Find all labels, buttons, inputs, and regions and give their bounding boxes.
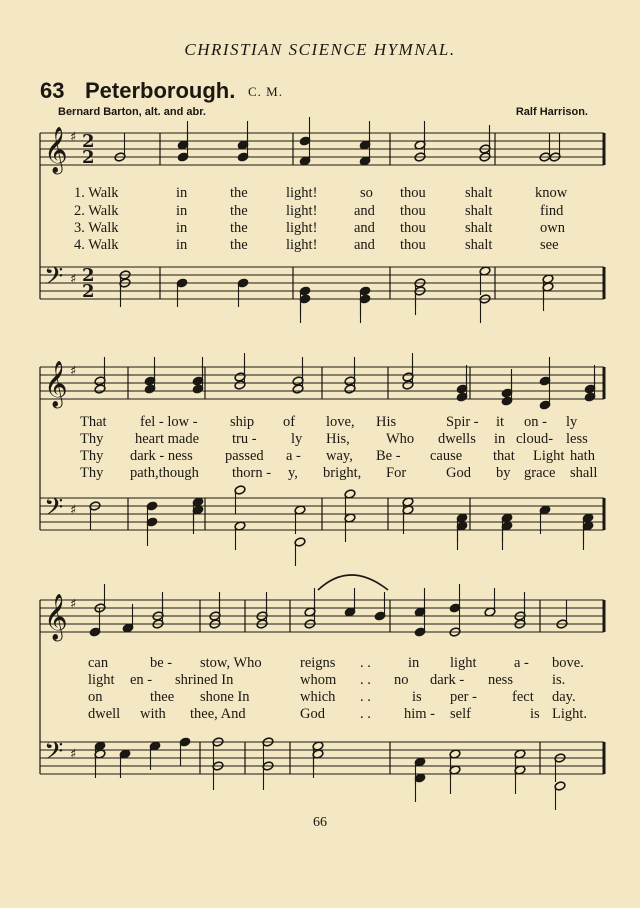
running-header: CHRISTIAN SCIENCE HYMNAL. (184, 40, 456, 59)
author-credit: Bernard Barton, alt. and abr. (58, 106, 206, 118)
lyric-line: light en - shrined In whom . . no dark - ness is. (88, 672, 566, 688)
treble-clef-icon: 𝄞 (44, 127, 68, 173)
lyric-line: on thee shone In which . . is per - fect day. (88, 689, 576, 705)
lyric-line: can be - stow, Who reigns . . in light a - bove. (88, 655, 584, 671)
sharp-icon: ♯ (70, 597, 77, 612)
lyric-line: Thy path,though thorn - y, bright, For God by grace shall (80, 465, 598, 481)
sharp-icon: ♯ (70, 503, 77, 518)
time-signature-icon: 2 (82, 147, 95, 168)
hymn-number: 63 (40, 78, 65, 103)
composer-credit: Ralf Harrison. (515, 106, 588, 118)
lyric-line: 2. Walk in the light! and thou shalt find (74, 203, 564, 219)
page-number: 66 (313, 815, 327, 830)
sharp-icon: ♯ (70, 130, 77, 145)
time-signature-icon: 2 (82, 131, 95, 152)
lyric-line: 3. Walk in the light! and thou shalt own (74, 220, 565, 236)
lyric-line: Thy heart made tru - ly His, Who dwells in cloud- less (80, 431, 588, 447)
sharp-icon: ♯ (70, 364, 77, 379)
treble-clef-icon: 𝄞 (44, 361, 68, 407)
lyric-line: Thy dark - ness passed a - way, Be - cause that Light hath (80, 448, 595, 464)
lyric-line: That fel - low - ship of love, His Spir - it on - ly (80, 414, 578, 430)
treble-clef-icon: 𝄞 (44, 594, 68, 640)
bass-clef-icon: 𝄢 (44, 262, 64, 297)
sharp-icon: ♯ (70, 747, 77, 762)
hymn-title: Peterborough. (85, 78, 236, 103)
time-signature-icon: 2 (82, 265, 95, 286)
slur-icon (318, 575, 388, 590)
lyric-line: 4. Walk in the light! and thou shalt see (74, 237, 559, 253)
lyric-line: 1. Walk in the light! so thou shalt know (74, 185, 568, 201)
sharp-icon: ♯ (70, 272, 77, 287)
bass-clef-icon: 𝄢 (44, 493, 64, 528)
lyric-line: dwell with thee, And God . . him - self is Light. (88, 706, 588, 722)
bass-clef-icon: 𝄢 (44, 737, 64, 772)
hymn-meter: C. M. (248, 84, 283, 99)
time-signature-icon: 2 (82, 281, 95, 302)
